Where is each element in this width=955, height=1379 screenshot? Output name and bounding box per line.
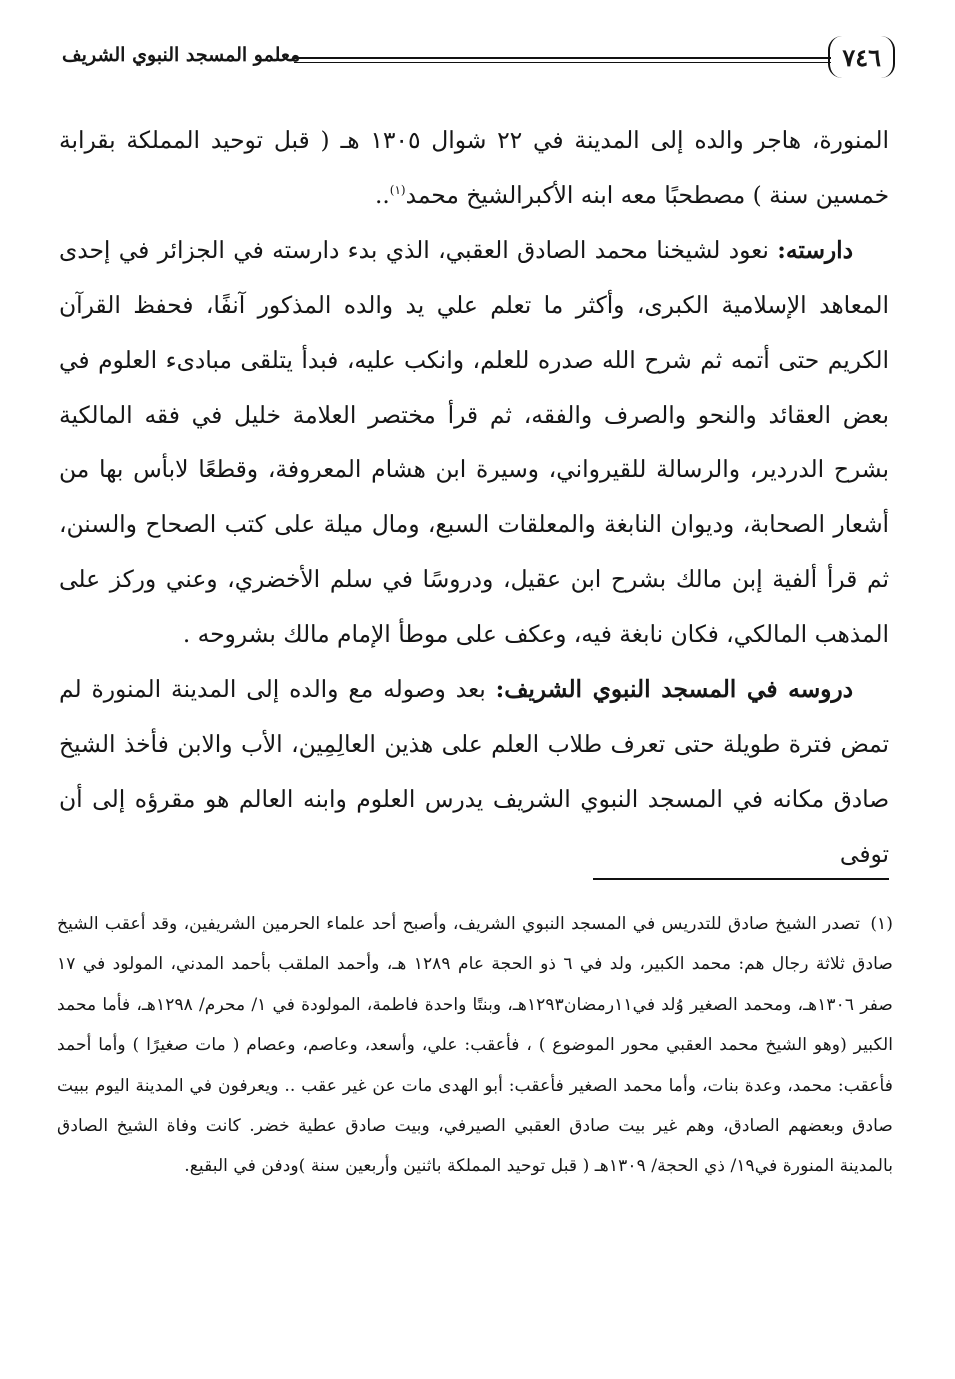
- paragraph-3-text: بعد وصوله مع والده إلى المدينة المنورة لم تمض فترة طويلة حتى تعرف طلاب العلم على هذين العالِمِين، الأب والابن فأخذ الشيخ صادق مكانه في المسجد النبوي الشريف يدرس العلوم وابنه العالم هو مقرؤه إلى أن توفى: [59, 676, 889, 868]
- footnote-marker: (١): [870, 914, 893, 934]
- page-number-text: ٧٤٦: [842, 42, 881, 72]
- running-header: [62, 34, 895, 86]
- page-number: [828, 36, 895, 78]
- footnotes: [57, 904, 893, 1187]
- paragraph-1-end: ..: [374, 181, 390, 209]
- main-text: [59, 114, 889, 883]
- footnote-1: [57, 904, 893, 1187]
- paragraph-1: [59, 114, 889, 224]
- section-heading-lessons: دروسه في المسجد النبوي الشريف:: [495, 676, 853, 704]
- footnote-reference[interactable]: (١): [389, 183, 406, 198]
- footnote-separator: [593, 878, 889, 880]
- paragraph-2: [59, 224, 889, 663]
- paragraph-2-text: نعود لشيخنا محمد الصادق العقبي، الذي بدء دارسته في الجزائر في إحدى المعاهد الإسلامية الكبرى، وأكثر ما تعلم علي يد والده المذكور آنفًا، فحفظ القرآن الكريم حتى أتمه ثم شرح الله صدره للعلم، وانكب عليه، فبدأ يتلقى مبادىء العلوم في بعض العقائد والنحو والصرف والفقه، ثم قرأ مختصر العلامة خليل في فقه المالكية بشرح الدردير، والرسالة للقيرواني، وسيرة ابن هشام المعروفة، وقطعًا لابأس بها من أشعار الصحابة، وديوان النابغة والمعلقات السبع، ومال ميلة على كتب الصحاح والسنن، ثم قرأ ألفية إبن مالك بشرح ابن عقيل، ودروسًا في سلم الأخضري، وعني وركز على المذهب المالكي، فكان نابغة فيه، وعكف على موطأ الإمام مالك بشروحه .: [59, 236, 889, 649]
- footnote-1-text: تصدر الشيخ صادق للتدريس في المسجد النبوي الشريف، وأصبح أحد علماء الحرمين الشريفين، وقد أعقب الشيخ صادق ثلاثة رجال هم: محمد الكبير، ولد في ٦ ذو الحجة عام ١٢٨٩ هـ، وأحمد الملقب بأحمد المدني، المولود في ١٧ صفر ١٣٠٦هـ، ومحمد الصغير وُلد في١١رمضان١٢٩٣هـ، وبنتًا واحدة فاطمة، المولودة في ١/ محرم/ ١٢٩٨هـ، فأما محمد الكبير (وهو الشيخ محمد العقبي محور الموضوع ) ، فأعقب: علي، وأسعد، وعاصم، وعصام ( مات صغيرًا ) وأما أحمد فأعقب: محمد، وعدة بنات، وأما محمد الصغير فأعقب: أبو الهدى مات عن غير عقب .. ويعرفون في المدينة اليوم ببيت صادق وبعضهم الصادق، وهم غير بيت صادق العقبي الصيرفي، وبيت صادق عطية خضر. كانت وفاة الشيخ الصادق بالمدينة المنورة في١٩/ ذي الحجة/ ١٣٠٩هـ ( قبل توحيد المملكة باثنين وأربعين سنة )ودفن في البقيع.: [57, 914, 894, 1177]
- paragraph-3: [59, 663, 889, 883]
- paragraph-1-text: المنورة، هاجر والده إلى المدينة في ٢٢ شوال ١٣٠٥ هـ ( قبل توحيد المملكة بقرابة خمسين سنة ) مصطحبًا معه ابنه الأكبرالشيخ محمد: [59, 127, 889, 209]
- section-heading-studies: دارسته:: [777, 236, 853, 264]
- header-rule: [294, 57, 831, 63]
- running-title: معلمو المسجد النبوي الشريف: [62, 44, 301, 66]
